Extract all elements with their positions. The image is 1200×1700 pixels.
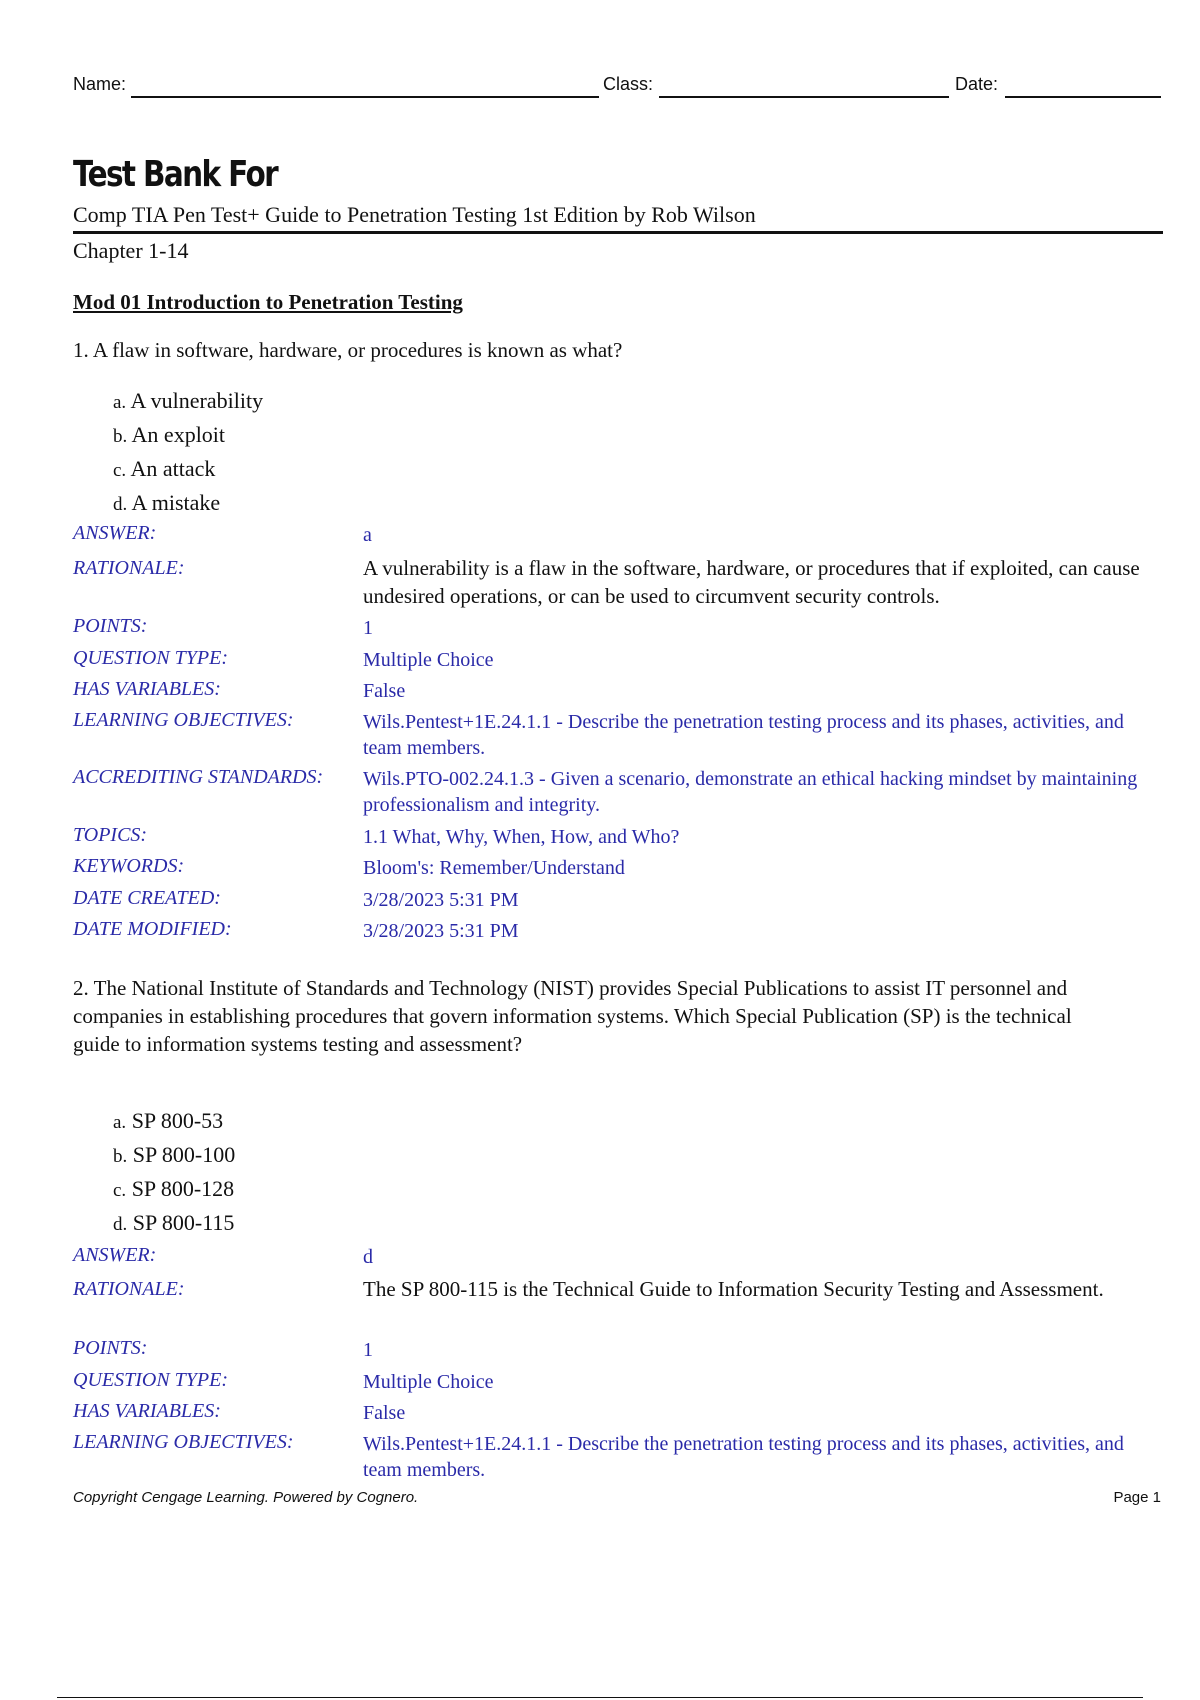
page-footer xyxy=(73,1489,1161,1511)
copyright-text: Copyright Cengage Learning. Powered by Cognero. xyxy=(73,1489,419,1506)
option-b: b. SP 800-100 xyxy=(113,1142,236,1167)
answer-value: a xyxy=(363,524,372,546)
title-divider xyxy=(73,231,1163,234)
rationale-value: A vulnerability is a flaw in the software, hardware, or procedures that if exploited, can cause undesired operations, or can be used to circumvent security controls. xyxy=(363,556,1140,608)
book-subtitle: Comp TIA Pen Test+ Guide to Penetration Testing 1st Edition by Rob Wilson xyxy=(73,202,756,227)
bottom-divider xyxy=(57,1697,1143,1698)
date-line xyxy=(1005,96,1161,98)
date-created-row: DATE CREATED: 3/28/2023 5:31 PM xyxy=(73,887,519,911)
question-type-row: QUESTION TYPE: Multiple Choice xyxy=(73,647,494,671)
learning-objectives-row: LEARNING OBJECTIVES: Wils.Pentest+1E.24.1.1 - Describe the penetration testing process and its phases, activities, and team members. xyxy=(73,1431,1124,1481)
topics-row: TOPICS: 1.1 What, Why, When, How, and Who? xyxy=(73,824,680,848)
option-a: a. SP 800-53 xyxy=(113,1108,224,1133)
question-1-metadata xyxy=(73,522,1163,949)
rationale-row: RATIONALE: A vulnerability is a flaw in the software, hardware, or procedures that if exploited, can cause undesired operations, or can be used to circumvent security controls. xyxy=(73,554,1163,615)
question-2-options xyxy=(113,1104,235,1240)
module-heading: Mod 01 Introduction to Penetration Testing xyxy=(73,290,463,314)
date-modified-row: DATE MODIFIED: 3/28/2023 5:31 PM xyxy=(73,918,519,942)
option-c: c. An attack xyxy=(113,456,216,481)
date-label: Date: xyxy=(955,74,999,94)
answer-row: ANSWER: a xyxy=(73,522,1163,554)
answer-row: ANSWER: d xyxy=(73,1244,1163,1275)
page-number: Page 1 xyxy=(1113,1489,1161,1506)
option-d: d. SP 800-115 xyxy=(113,1210,235,1235)
question-2-text: 2. The National Institute of Standards and Technology (NIST) provides Special Publications to assist IT personnel and companies in establishing procedures that govern information systems. Which Special Publication (SP) is the technical guide to information systems testing and assessment? xyxy=(73,976,1072,1056)
points-row: POINTS: 1 xyxy=(73,615,373,639)
name-label: Name: xyxy=(73,74,127,94)
question-1-options xyxy=(113,384,263,520)
has-variables-row: HAS VARIABLES: False xyxy=(73,678,406,702)
question-2-metadata xyxy=(73,1244,1163,1488)
answer-value: d xyxy=(363,1246,373,1268)
learning-objectives-row: LEARNING OBJECTIVES: Wils.Pentest+1E.24.1.1 - Describe the penetration testing process and its phases, activities, and team members. xyxy=(73,709,1124,759)
student-info-header xyxy=(73,72,1161,100)
name-line xyxy=(131,96,599,98)
page-title: Test Bank For xyxy=(73,154,278,195)
has-variables-row: HAS VARIABLES: False xyxy=(73,1400,406,1424)
points-row: POINTS: 1 xyxy=(73,1337,373,1361)
question-type-row: QUESTION TYPE: Multiple Choice xyxy=(73,1369,494,1393)
accrediting-standards-row: ACCREDITING STANDARDS: Wils.PTO-002.24.1.3 - Given a scenario, demonstrate an ethical hacking mindset by maintaining professionalism and integrity. xyxy=(73,766,1138,816)
option-d: d. A mistake xyxy=(113,490,221,515)
class-line xyxy=(659,96,949,98)
option-a: a. A vulnerability xyxy=(113,388,264,413)
rationale-row: RATIONALE: The SP 800-115 is the Technical Guide to Information Security Testing and Assessment. xyxy=(73,1275,1163,1337)
option-c: c. SP 800-128 xyxy=(113,1176,235,1201)
class-label: Class: xyxy=(603,74,654,94)
rationale-value: The SP 800-115 is the Technical Guide to Information Security Testing and Assessment. xyxy=(363,1277,1104,1301)
question-1-text: 1. A flaw in software, hardware, or procedures is known as what? xyxy=(73,338,623,362)
option-b: b. An exploit xyxy=(113,422,226,447)
chapter-range: Chapter 1-14 xyxy=(73,238,189,263)
keywords-row: KEYWORDS: Bloom's: Remember/Understand xyxy=(73,855,625,879)
